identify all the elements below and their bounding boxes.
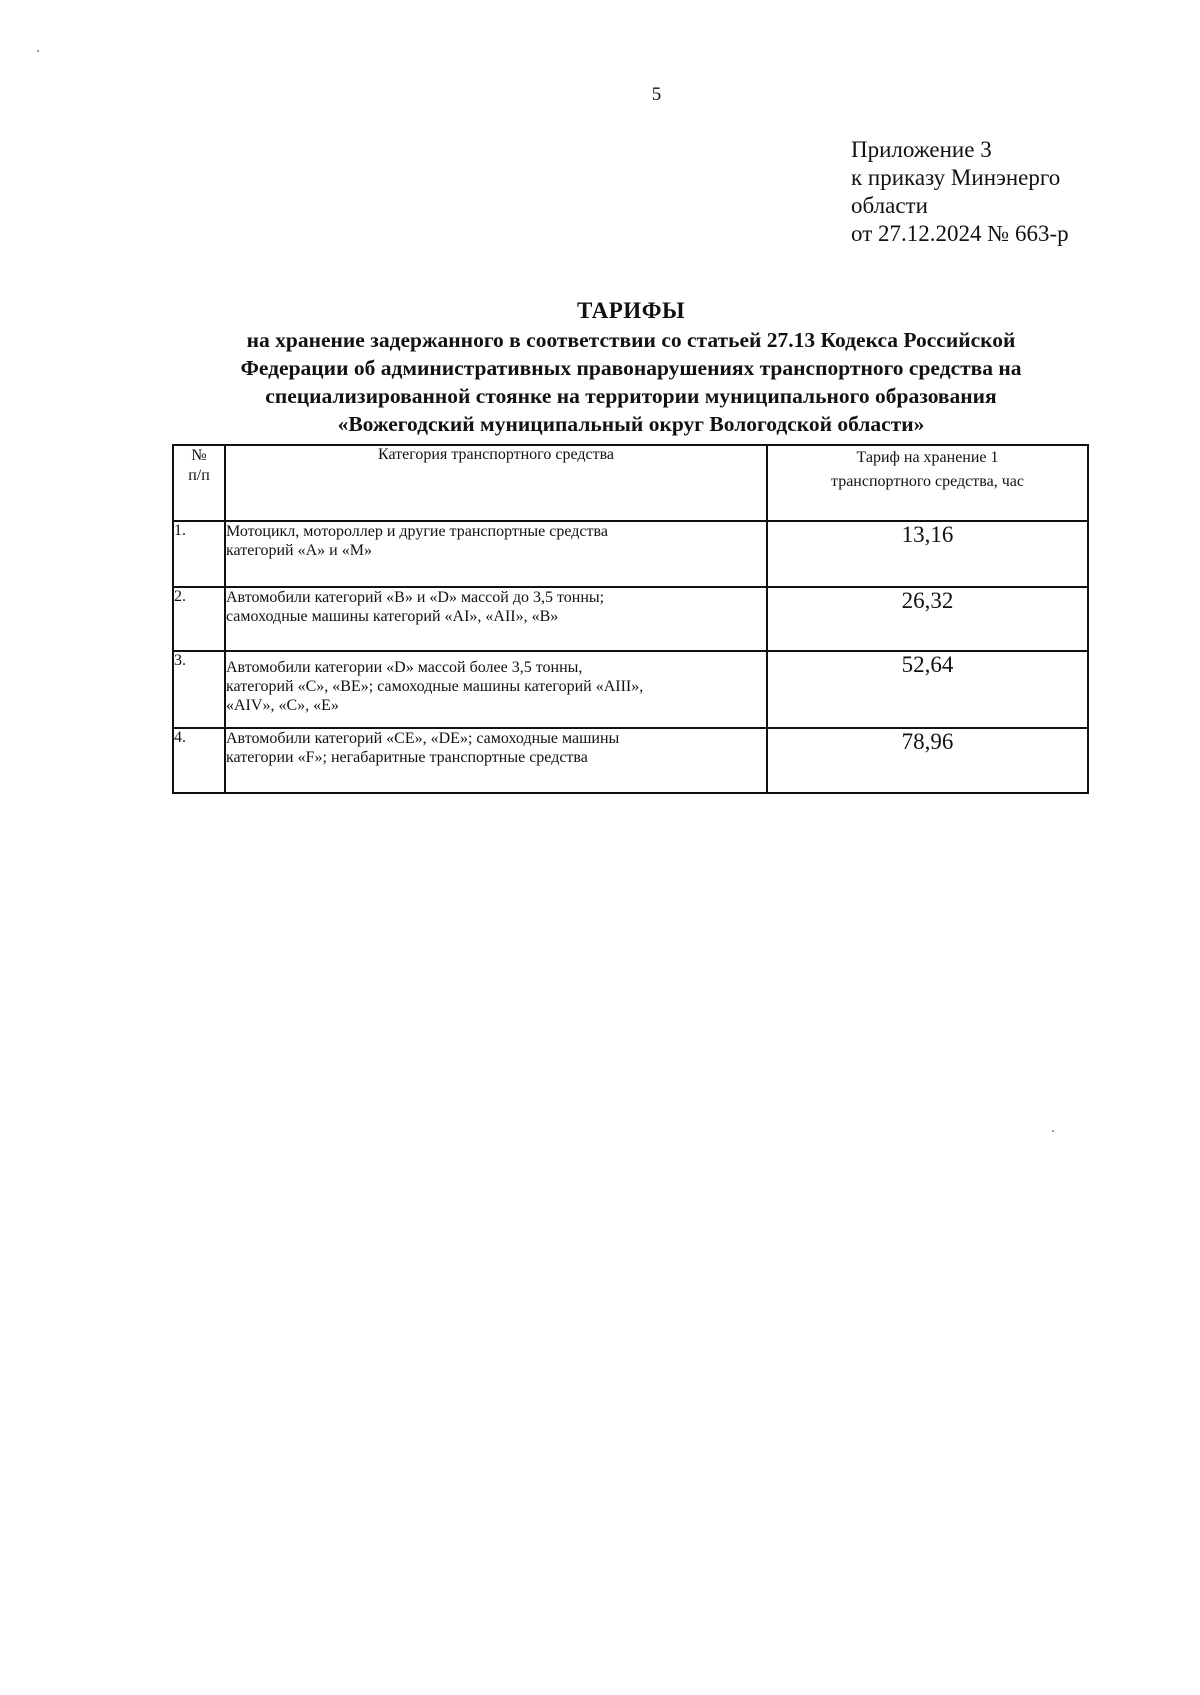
appendix-line: к приказу Минэнерго <box>851 165 1061 190</box>
appendix-line: области <box>851 193 928 218</box>
appendix-line: Приложение 3 <box>851 137 992 162</box>
document-subtitle-line: Федерации об административных правонарушениях транспортного средства на <box>240 356 1022 380</box>
row-category <box>225 651 767 728</box>
document-heading <box>175 296 1087 438</box>
row-category-line: Автомобили категорий «В» и «D» массой до 3,5 тонны; <box>226 589 605 606</box>
page-number: 5 <box>651 84 662 105</box>
header-number-line: п/п <box>188 467 210 484</box>
header-category: Категория транспортного средства <box>225 445 767 521</box>
row-category-line: категорий «С», «ВЕ»; самоходные машины категорий «AIII», <box>226 678 644 695</box>
row-category-line: Автомобили категорий «СЕ», «DE»; самоходные машины <box>226 730 620 747</box>
document-subtitle-line: «Вожегодский муниципальный округ Вологодской области» <box>337 412 925 436</box>
appendix-line: от 27.12.2024 № 663-р <box>851 221 1069 246</box>
tariffs-table <box>172 444 1089 794</box>
row-rate: 78,96 <box>767 728 1088 793</box>
scan-speck <box>37 50 39 52</box>
row-rate: 26,32 <box>767 587 1088 651</box>
table-row <box>173 728 1088 793</box>
header-number <box>173 445 225 521</box>
row-category <box>225 521 767 587</box>
table-row <box>173 651 1088 728</box>
scan-speck <box>1052 1130 1054 1132</box>
row-category <box>225 728 767 793</box>
row-number: 3. <box>173 651 225 728</box>
header-rate-text: Тариф на хранение 1 транспортного средства, час <box>831 449 1024 490</box>
table-row <box>173 587 1088 651</box>
header-rate <box>767 445 1088 521</box>
row-rate: 52,64 <box>767 651 1088 728</box>
appendix-reference <box>851 136 1069 248</box>
document-title: ТАРИФЫ <box>576 298 686 323</box>
row-category-line: самоходные машины категорий «AI», «AII», «В» <box>226 608 559 625</box>
row-category-line: категорий «А» и «М» <box>226 542 372 559</box>
table-header-row <box>173 445 1088 521</box>
row-number: 4. <box>173 728 225 793</box>
document-subtitle-line: специализированной стоянке на территории муниципального образования <box>265 384 997 408</box>
row-category-line: Мотоцикл, мотороллер и другие транспортные средства <box>226 523 608 540</box>
header-number-line: № <box>191 447 207 464</box>
row-rate: 13,16 <box>767 521 1088 587</box>
row-number: 2. <box>173 587 225 651</box>
document-subtitle-line: на хранение задержанного в соответствии со статьей 27.13 Кодекса Российской <box>246 328 1016 352</box>
row-category <box>225 587 767 651</box>
row-category-line: категории «F»; негабаритные транспортные средства <box>226 749 588 766</box>
row-category-line: «AIV», «С», «Е» <box>226 697 339 714</box>
row-category-line: Автомобили категории «D» массой более 3,5 тонны, <box>226 659 583 676</box>
row-number: 1. <box>173 521 225 587</box>
table-row <box>173 521 1088 587</box>
